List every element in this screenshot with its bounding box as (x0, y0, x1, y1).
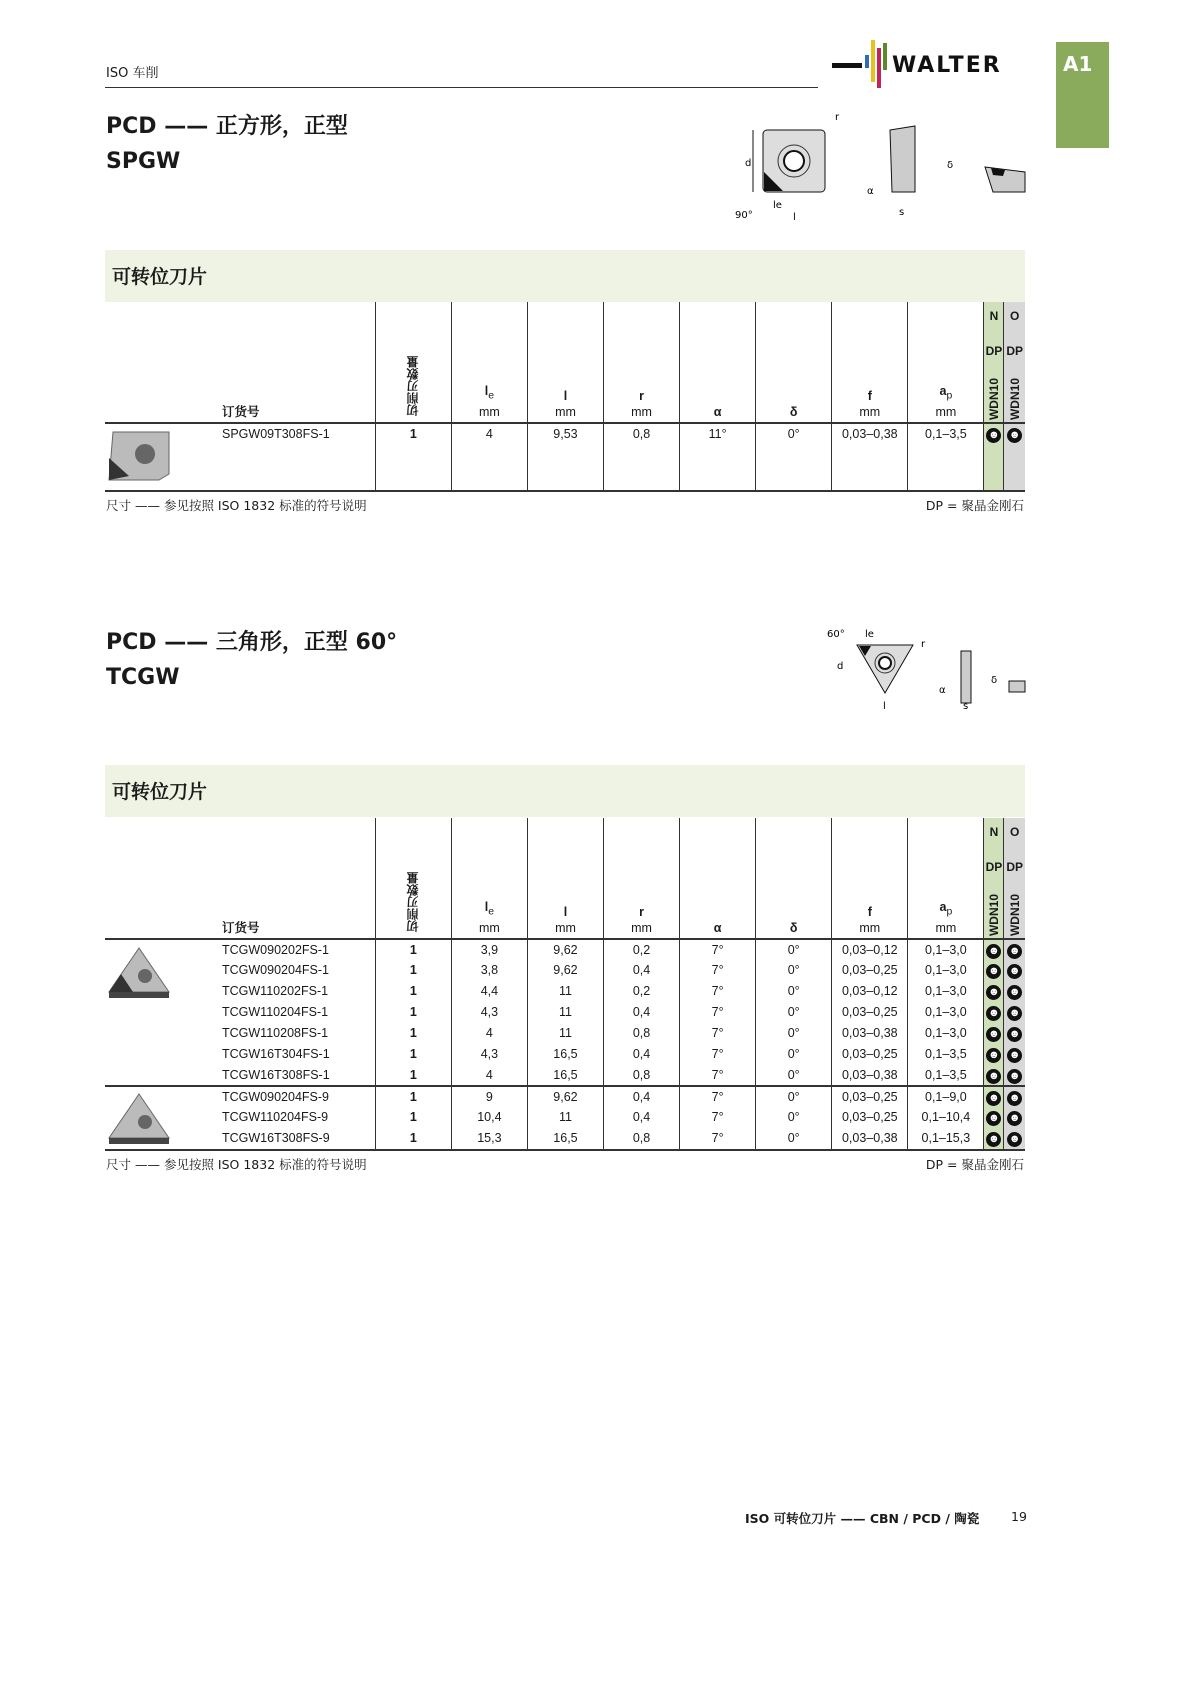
col-grade-n: N DP WDN10 (984, 302, 1004, 423)
delta-cell: 0° (756, 1002, 832, 1023)
col-unit: mm (555, 405, 576, 419)
le-cell: 4 (451, 423, 527, 490)
edges-cell: 1 (375, 1065, 451, 1086)
order-no-cell: TCGW110202FS-1 (222, 984, 329, 998)
le-cell: 4 (451, 1023, 527, 1044)
f-cell: 0,03–0,12 (832, 939, 908, 960)
le-cell: 4,3 (451, 1044, 527, 1065)
svg-text:s: s (899, 207, 905, 218)
l-cell: 9,62 (527, 960, 603, 981)
recommended-smiley-icon: ☻ (1008, 429, 1021, 441)
f-cell: 0,03–0,25 (832, 1086, 908, 1107)
col-unit: mm (935, 921, 957, 935)
le-cell: 9 (451, 1086, 527, 1107)
walter-logo (832, 38, 1022, 88)
col-order-no: 订货号 (222, 405, 260, 419)
recommended-smiley-icon: ☻ (1008, 965, 1021, 977)
table-row (105, 1086, 1025, 1107)
s2-note-left: 尺寸 —— 参见按照 ISO 1832 标准的符号说明 (106, 1157, 367, 1172)
order-no-cell: TCGW090202FS-1 (222, 943, 329, 957)
edges-cell: 1 (375, 1044, 451, 1065)
alpha-cell: 11° (680, 423, 756, 490)
recommended-smiley-icon: ☻ (1008, 1028, 1021, 1040)
spgw-table (105, 302, 1025, 490)
col-delta: δ (756, 818, 832, 939)
f-cell: 0,03–0,25 (832, 960, 908, 981)
recommended-smiley-icon: ☻ (1008, 1133, 1021, 1145)
recommended-smiley-icon: ☻ (1008, 1049, 1021, 1061)
edges-cell: 1 (375, 960, 451, 981)
alpha-cell: 7° (680, 1044, 756, 1065)
svg-text:r: r (921, 639, 926, 650)
le-cell: 10,4 (451, 1107, 527, 1128)
alpha-cell: 7° (680, 981, 756, 1002)
ap-cell: 0,1–3,5 (908, 1044, 984, 1065)
svg-text:s: s (963, 701, 969, 712)
order-no-cell: TCGW110208FS-1 (222, 1026, 329, 1040)
ap-cell: 0,1–9,0 (908, 1086, 984, 1107)
col-edges: 切削刃数量 (406, 872, 421, 932)
order-no-cell: TCGW090204FS-1 (222, 963, 329, 977)
order-no-cell: SPGW09T308FS-1 (222, 427, 330, 441)
r-cell: 0,8 (604, 1065, 680, 1086)
header-section: ISO 车削 (106, 66, 159, 81)
table-row (105, 1107, 1025, 1128)
section1-code: SPGW (106, 149, 181, 174)
table-row (105, 1044, 1025, 1065)
order-no-cell: TCGW16T308FS-9 (222, 1131, 330, 1145)
section1-banner: 可转位刀片 (105, 250, 1025, 302)
le-cell: 4 (451, 1065, 527, 1086)
svg-text:l: l (883, 701, 886, 712)
r-cell: 0,4 (604, 960, 680, 981)
table-row (105, 1128, 1025, 1149)
edges-cell: 1 (375, 939, 451, 960)
col-alpha: α (680, 302, 756, 423)
le-cell: 4,3 (451, 1002, 527, 1023)
svg-text:WALTER: WALTER (892, 53, 1002, 78)
delta-cell: 0° (756, 960, 832, 981)
recommended-smiley-icon: ☻ (988, 1028, 1000, 1040)
recommended-smiley-icon: ☻ (988, 1112, 1000, 1124)
col-unit: mm (555, 921, 576, 935)
edges-cell: 1 (375, 1002, 451, 1023)
s2-note-right: DP = 聚晶金刚石 (925, 1157, 1024, 1172)
table-row (105, 423, 1025, 490)
r-cell: 0,4 (604, 1086, 680, 1107)
f-cell: 0,03–0,25 (832, 1044, 908, 1065)
col-unit: mm (478, 921, 500, 935)
alpha-cell: 7° (680, 1128, 756, 1149)
le-cell: 15,3 (451, 1128, 527, 1149)
recommended-smiley-icon: ☻ (988, 965, 1000, 977)
footer-text: ISO 可转位刀片 —— CBN / PCD / 陶瓷 (745, 1511, 980, 1526)
recommended-smiley-icon: ☻ (988, 1049, 1000, 1061)
le-cell: 3,8 (451, 960, 527, 981)
delta-cell: 0° (756, 1128, 832, 1149)
table-row (105, 1065, 1025, 1086)
f-cell: 0,03–0,38 (832, 423, 908, 490)
le-cell: 4,4 (451, 981, 527, 1002)
svg-text:α: α (867, 186, 874, 197)
col-unit: mm (859, 405, 881, 419)
r-cell: 0,4 (604, 1002, 680, 1023)
alpha-cell: 7° (680, 1065, 756, 1086)
page-number: 19 (1011, 1509, 1027, 1524)
col-f: f mm (832, 302, 908, 423)
order-no-cell: TCGW16T304FS-1 (222, 1047, 330, 1061)
l-cell: 11 (527, 1107, 603, 1128)
ap-cell: 0,1–3,0 (908, 939, 984, 960)
order-no-cell: TCGW090204FS-9 (222, 1090, 329, 1104)
tcgw-insert-image (107, 944, 171, 1004)
edges-cell: 1 (375, 1023, 451, 1044)
recommended-smiley-icon: ☻ (988, 1092, 1000, 1104)
spgw-insert-image (107, 428, 171, 488)
col-l: l mm (527, 818, 603, 939)
tcgw-dimension-diagram (825, 625, 1030, 721)
l-cell: 9,62 (527, 939, 603, 960)
col-grade-o: O DP WDN10 (1004, 302, 1025, 423)
alpha-cell: 7° (680, 1023, 756, 1044)
col-delta: δ (756, 302, 832, 423)
col-unit: mm (859, 921, 881, 935)
ap-cell: 0,1–3,0 (908, 960, 984, 981)
recommended-smiley-icon: ☻ (988, 945, 1000, 957)
table-row (105, 1023, 1025, 1044)
recommended-smiley-icon: ☻ (1008, 1007, 1021, 1019)
col-r: r mm (604, 818, 680, 939)
diag-d: d (745, 158, 752, 169)
col-grade-o: O DP WDN10 (1004, 818, 1025, 939)
col-grade-n: N DP WDN10 (984, 818, 1004, 939)
l-cell: 11 (527, 1002, 603, 1023)
edges-cell: 1 (375, 981, 451, 1002)
delta-cell: 0° (756, 1023, 832, 1044)
recommended-smiley-icon: ☻ (988, 1007, 1000, 1019)
col-unit: mm (631, 921, 652, 935)
recommended-smiley-icon: ☻ (988, 429, 1000, 441)
delta-cell: 0° (756, 423, 832, 490)
col-ap: $a_p$ mm (908, 302, 984, 423)
svg-text:l: l (793, 212, 796, 223)
f-cell: 0,03–0,38 (832, 1023, 908, 1044)
ap-cell: 0,1–3,0 (908, 1023, 984, 1044)
ap-cell: 0,1–3,0 (908, 1002, 984, 1023)
r-cell: 0,8 (604, 1128, 680, 1149)
recommended-smiley-icon: ☻ (988, 1133, 1000, 1145)
l-cell: 11 (527, 981, 603, 1002)
l-cell: 16,5 (527, 1065, 603, 1086)
edges-cell: 1 (375, 1107, 451, 1128)
svg-text:δ: δ (991, 675, 998, 686)
recommended-smiley-icon: ☻ (1008, 1112, 1021, 1124)
edges-cell: 1 (375, 1128, 451, 1149)
le-cell: 3,9 (451, 939, 527, 960)
l-cell: 16,5 (527, 1128, 603, 1149)
edges-cell: 1 (375, 423, 451, 490)
col-unit: mm (935, 405, 957, 419)
tcgw-table (105, 818, 1025, 1149)
col-l: l mm (527, 302, 603, 423)
f-cell: 0,03–0,38 (832, 1065, 908, 1086)
alpha-cell: 7° (680, 1107, 756, 1128)
r-cell: 0,2 (604, 981, 680, 1002)
spgw-dimension-diagram (735, 112, 1030, 228)
table-row (105, 960, 1025, 981)
section2-title: PCD —— 三角形，正型 60° (106, 630, 398, 655)
svg-text:60°: 60° (827, 629, 845, 640)
svg-text:α: α (939, 685, 946, 696)
table-row (105, 1002, 1025, 1023)
f-cell: 0,03–0,12 (832, 981, 908, 1002)
col-f: f mm (832, 818, 908, 939)
col-le: $l_e$ mm (451, 818, 527, 939)
section1-title: PCD —— 正方形，正型 (106, 114, 348, 139)
l-cell: 9,53 (527, 423, 603, 490)
svg-text:δ: δ (947, 160, 954, 171)
svg-text:le: le (773, 200, 782, 211)
l-cell: 9,62 (527, 1086, 603, 1107)
delta-cell: 0° (756, 1044, 832, 1065)
recommended-smiley-icon: ☻ (1008, 1092, 1021, 1104)
delta-cell: 0° (756, 1086, 832, 1107)
alpha-cell: 7° (680, 960, 756, 981)
section2-banner: 可转位刀片 (105, 765, 1025, 817)
r-cell: 0,4 (604, 1044, 680, 1065)
table-row (105, 939, 1025, 960)
col-unit: mm (631, 405, 652, 419)
order-no-cell: TCGW16T308FS-1 (222, 1068, 330, 1082)
table-bottom-rule (105, 1149, 1025, 1151)
recommended-smiley-icon: ☻ (1008, 1070, 1021, 1082)
alpha-cell: 7° (680, 1086, 756, 1107)
f-cell: 0,03–0,25 (832, 1002, 908, 1023)
s1-note-right: DP = 聚晶金刚石 (925, 498, 1024, 513)
r-cell: 0,8 (604, 1023, 680, 1044)
l-cell: 11 (527, 1023, 603, 1044)
section-tab: A1 (1056, 42, 1109, 148)
recommended-smiley-icon: ☻ (1008, 945, 1021, 957)
table-row (105, 981, 1025, 1002)
f-cell: 0,03–0,25 (832, 1107, 908, 1128)
delta-cell: 0° (756, 1107, 832, 1128)
header-divider (105, 87, 818, 88)
delta-cell: 0° (756, 981, 832, 1002)
col-alpha: α (680, 818, 756, 939)
order-no-cell: TCGW110204FS-1 (222, 1005, 329, 1019)
order-no-cell: TCGW110204FS-9 (222, 1110, 329, 1124)
edges-cell: 1 (375, 1086, 451, 1107)
l-cell: 16,5 (527, 1044, 603, 1065)
recommended-smiley-icon: ☻ (988, 1070, 1000, 1082)
ap-cell: 0,1–3,0 (908, 981, 984, 1002)
section2-code: TCGW (106, 665, 180, 690)
recommended-smiley-icon: ☻ (1008, 986, 1021, 998)
col-ap: $a_p$ mm (908, 818, 984, 939)
r-cell: 0,4 (604, 1107, 680, 1128)
col-order-no: 订货号 (222, 921, 260, 935)
table-bottom-rule (105, 490, 1025, 492)
ap-cell: 0,1–10,4 (908, 1107, 984, 1128)
r-cell: 0,8 (604, 423, 680, 490)
f-cell: 0,03–0,38 (832, 1128, 908, 1149)
alpha-cell: 7° (680, 939, 756, 960)
svg-text:le: le (865, 629, 874, 640)
r-cell: 0,2 (604, 939, 680, 960)
col-r: r mm (604, 302, 680, 423)
recommended-smiley-icon: ☻ (988, 986, 1000, 998)
ap-cell: 0,1–15,3 (908, 1128, 984, 1149)
delta-cell: 0° (756, 1065, 832, 1086)
ap-cell: 0,1–3,5 (908, 1065, 984, 1086)
col-unit: mm (478, 405, 500, 419)
ap-cell: 0,1–3,5 (908, 423, 984, 490)
col-edges: 切削刃数量 (406, 356, 421, 416)
col-le: $l_e$ mm (451, 302, 527, 423)
delta-cell: 0° (756, 939, 832, 960)
svg-text:r: r (835, 112, 840, 123)
svg-text:d: d (837, 661, 844, 672)
s1-note-left: 尺寸 —— 参见按照 ISO 1832 标准的符号说明 (106, 498, 367, 513)
tcgw-insert-image (107, 1090, 171, 1150)
alpha-cell: 7° (680, 1002, 756, 1023)
svg-text:90°: 90° (735, 210, 753, 221)
